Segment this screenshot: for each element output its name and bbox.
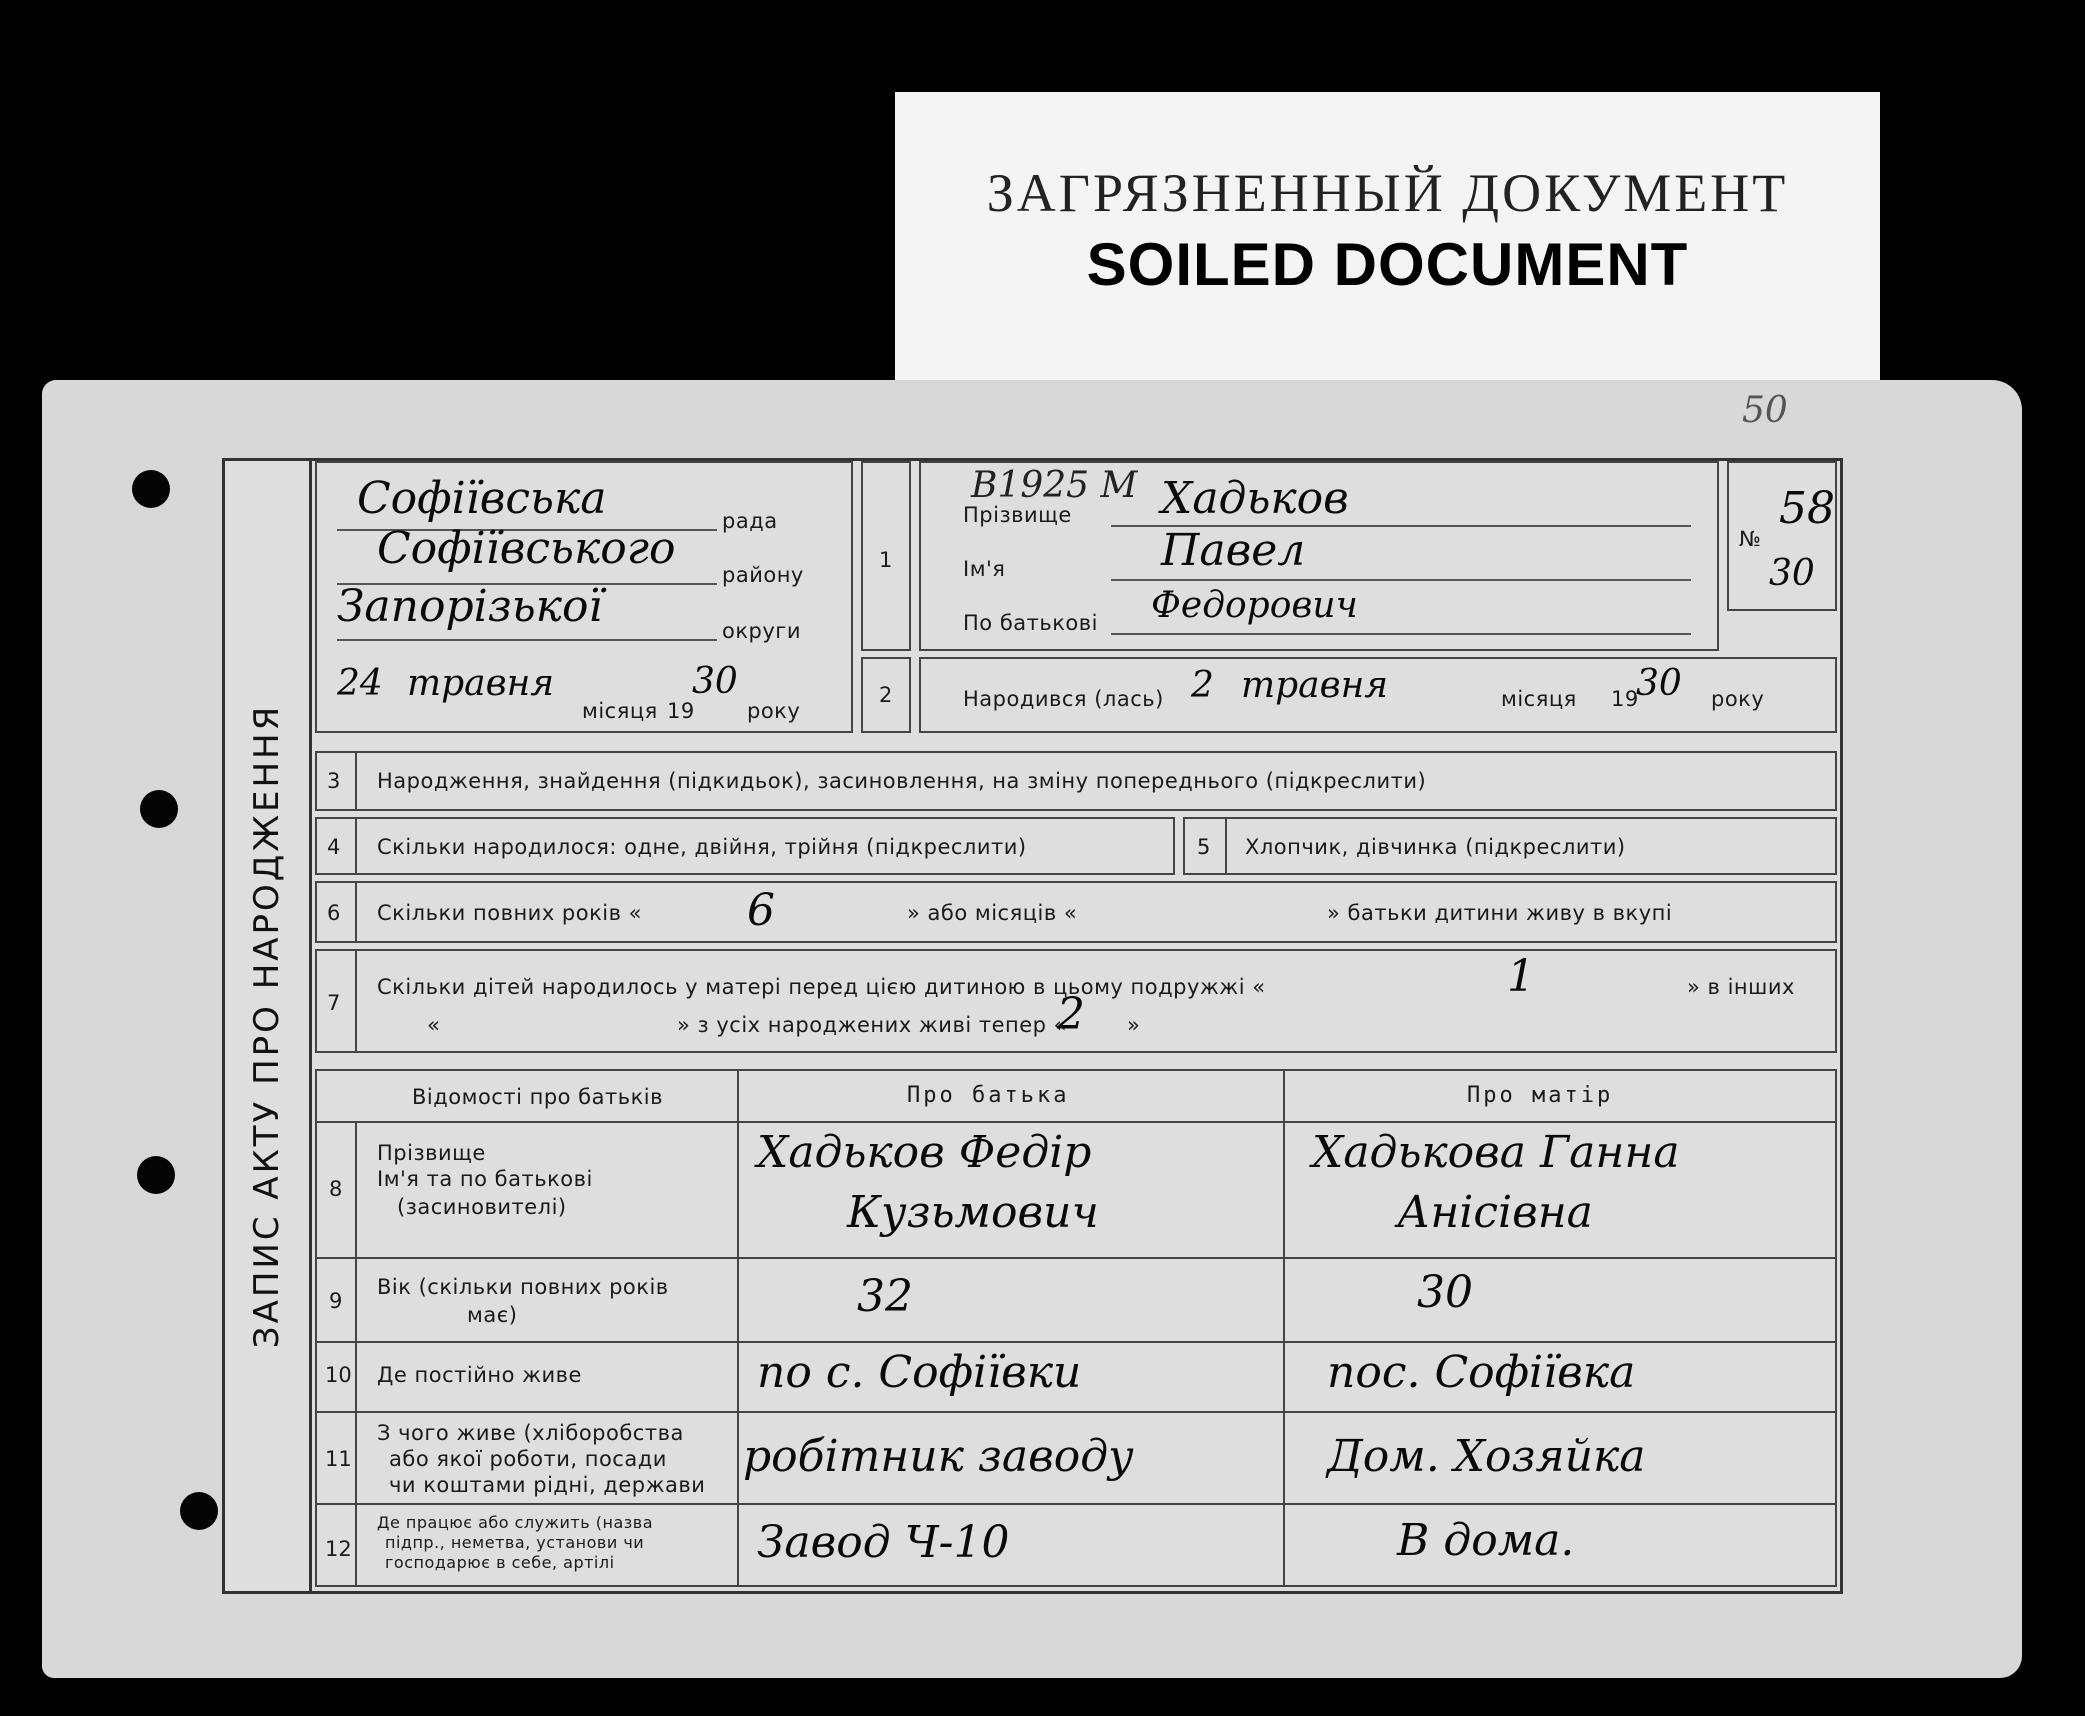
row-number: 12 — [325, 1537, 352, 1561]
patronymic-label: По батькові — [963, 611, 1098, 635]
row-number: 6 — [327, 901, 341, 925]
row-7-count-1: 1 — [1507, 951, 1535, 1002]
punch-hole — [137, 1156, 175, 1194]
patronymic-value: Федорович — [1151, 585, 1358, 626]
row-number: 2 — [879, 683, 893, 707]
row-6-text-b: » або місяців « — [907, 901, 1078, 925]
row-6-text-c: » батьки дитини живу в вкупі — [1327, 901, 1673, 925]
row-number: 9 — [329, 1289, 343, 1313]
row-6-years: 6 — [747, 885, 775, 936]
row-12-label-3: господарює в себе, артілі — [385, 1553, 615, 1572]
raion-value: Софіївського — [377, 523, 676, 574]
jurisdiction-block — [315, 461, 853, 733]
row-5 — [1183, 817, 1837, 875]
punch-hole — [132, 470, 170, 508]
row-7-count-2: 2 — [1057, 989, 1085, 1040]
row-11-label-1: З чого живе (хліборобства — [377, 1421, 684, 1445]
row-8-label-1: Прізвище — [377, 1141, 486, 1165]
row-number: 10 — [325, 1363, 352, 1387]
record-year-label: року — [747, 699, 801, 723]
record-month-label: місяця — [582, 699, 658, 723]
side-title: ЗАПИС АКТУ ПРО НАРОДЖЕННЯ — [247, 703, 287, 1349]
father-name-1: Хадьков Федір — [757, 1127, 1092, 1178]
name-label: Ім'я — [963, 557, 1006, 581]
name-value: Павел — [1161, 525, 1306, 576]
row-12-label-2: підпр., неметва, установи чи — [385, 1533, 645, 1552]
born-year: 30 — [1636, 663, 1682, 704]
born-month: травня — [1241, 665, 1389, 706]
born-year-label: року — [1711, 687, 1765, 711]
record-day: 24 — [337, 663, 383, 704]
label-english: SOILED DOCUMENT — [1086, 231, 1689, 298]
surname-label: Прізвище — [963, 503, 1072, 527]
row-number: 11 — [325, 1447, 352, 1471]
parents-table — [315, 1069, 1837, 1587]
record-number-value: 58 — [1779, 483, 1835, 534]
father-occupation: робітник заводу — [743, 1431, 1134, 1482]
row-3 — [315, 751, 1837, 811]
record-number-label: № — [1739, 527, 1762, 551]
record-number-sub: 30 — [1769, 553, 1815, 594]
row-7-text-c: « — [427, 1013, 441, 1037]
father-name-2: Кузьмович — [847, 1187, 1099, 1238]
soiled-document-label — [895, 92, 1880, 392]
row-number: 7 — [327, 991, 341, 1015]
mother-name-2: Анісівна — [1397, 1187, 1593, 1238]
row-7 — [315, 949, 1837, 1053]
row-number: 8 — [329, 1177, 343, 1201]
row-4 — [315, 817, 1175, 875]
okruha-value: Запорізької — [337, 581, 603, 632]
row-7-text-e: » — [1127, 1013, 1141, 1037]
page-number: 50 — [1742, 390, 1788, 431]
row-7-text-a: Скільки дітей народилось у матері перед цією дитиною в цьому подружжі « — [377, 975, 1266, 999]
record-year: 30 — [692, 661, 738, 702]
row-number: 4 — [327, 835, 341, 859]
row-6-text-a: Скільки повних років « — [377, 901, 643, 925]
record-month: травня — [407, 663, 555, 704]
birth-year-annotation: В1925 М — [971, 465, 1138, 506]
mother-occupation: Дом. Хозяйка — [1327, 1431, 1646, 1482]
row-number: 1 — [879, 548, 893, 572]
surname-value: Хадьков — [1161, 473, 1349, 524]
record-number-box — [1727, 461, 1837, 611]
punch-hole — [140, 790, 178, 828]
record-year-prefix: 19 — [667, 699, 695, 723]
row-7-text-b: » в інших — [1687, 975, 1795, 999]
father-age: 32 — [857, 1271, 913, 1322]
mother-residence: пос. Софіївка — [1327, 1347, 1636, 1398]
row-number: 3 — [327, 769, 341, 793]
father-residence: по с. Софіївки — [757, 1347, 1082, 1398]
row-11-label-2: або якої роботи, посади — [389, 1447, 667, 1471]
row-3-text: Народження, знайдення (підкидьок), засиновлення, на зміну попереднього (підкреслити) — [377, 769, 1427, 793]
born-label: Народився (лась) — [963, 687, 1164, 711]
row-7-text-d: » з усіх народжених живі тепер « — [677, 1013, 1068, 1037]
row-6 — [315, 881, 1837, 943]
child-name-block — [919, 461, 1719, 651]
birth-date-block — [919, 657, 1837, 733]
birth-record-form — [222, 458, 1843, 1594]
col-father-header: Про батька — [907, 1083, 1070, 1108]
row-8-label-2: Ім'я та по батькові — [377, 1167, 593, 1191]
mother-workplace: В дома. — [1397, 1515, 1575, 1566]
rada-label: рада — [722, 509, 778, 533]
born-year-prefix: 19 — [1611, 687, 1639, 711]
father-workplace: Завод Ч-10 — [757, 1517, 1010, 1568]
col-info-header: Відомості про батьків — [412, 1085, 663, 1109]
mother-name-1: Хадькова Ганна — [1312, 1127, 1680, 1178]
raion-label: району — [722, 563, 804, 587]
row-5-text: Хлопчик, дівчинка (підкреслити) — [1245, 835, 1626, 859]
row-4-text: Скільки народилося: одне, двійня, трійня (підкреслити) — [377, 835, 1027, 859]
mother-age: 30 — [1417, 1267, 1473, 1318]
col-mother-header: Про матір — [1467, 1083, 1614, 1108]
side-title-column — [225, 461, 312, 1591]
punch-hole — [180, 1492, 218, 1530]
born-day: 2 — [1191, 665, 1214, 706]
rada-value: Софіївська — [357, 473, 607, 524]
born-month-label: місяця — [1501, 687, 1577, 711]
row-9-label-1: Вік (скільки повних років — [377, 1275, 669, 1299]
row-10-label: Де постійно живе — [377, 1363, 582, 1387]
row-11-label-3: чи коштами рідні, держави — [389, 1473, 706, 1497]
label-russian: ЗАГРЯЗНЕННЫЙ ДОКУМЕНТ — [986, 163, 1789, 223]
row-12-label-1: Де працює або служить (назва — [377, 1513, 654, 1532]
row-9-label-2: має) — [467, 1303, 518, 1327]
okruha-label: округи — [722, 619, 801, 643]
row-8-label-3: (засиновителі) — [397, 1195, 567, 1219]
row-number: 5 — [1197, 835, 1211, 859]
